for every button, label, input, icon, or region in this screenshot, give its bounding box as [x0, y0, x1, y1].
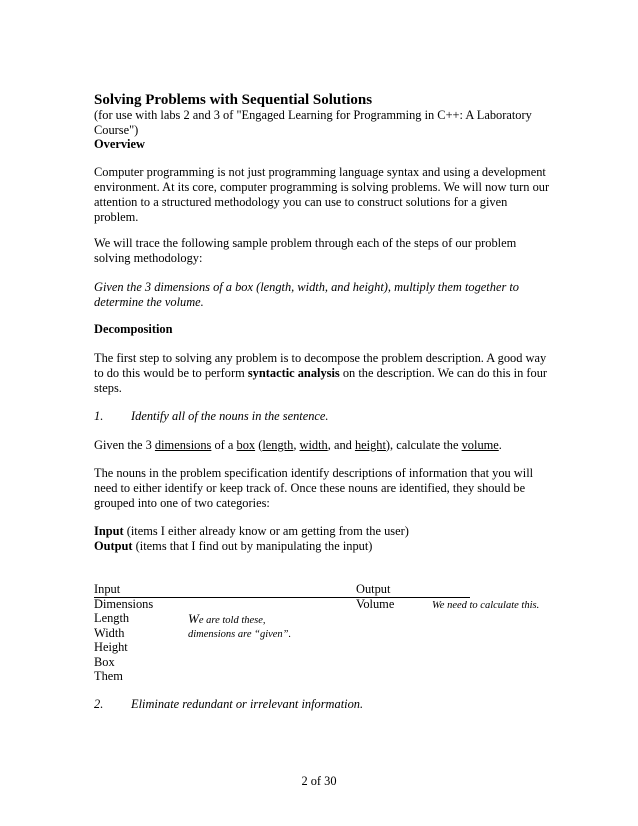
io-table-header [94, 582, 470, 598]
sentence-text: Given the 3 [94, 438, 155, 452]
noun-dimensions: dimensions [154, 438, 212, 452]
output-label: Output [94, 539, 133, 553]
overview-heading: Overview [94, 137, 145, 151]
nouns-paragraph: The nouns in the problem specification identify descriptions of information that you will need to either identify or keep track of. Once these nouns are identified, they should be grouped into one of two categories: [94, 466, 534, 510]
step-1-text: Identify all of the nouns in the sentence. [131, 409, 329, 423]
noun-height: height [354, 438, 386, 452]
input-list [94, 597, 184, 683]
input-column-header: Input [94, 582, 121, 596]
sentence-text: ( [255, 438, 263, 452]
sentence-text: . [498, 438, 502, 452]
output-definition [94, 539, 554, 554]
input-item: Length [94, 611, 130, 626]
calculate-note: We need to calculate this. [432, 600, 540, 611]
input-label: Input [94, 524, 124, 538]
input-item: Width [94, 625, 125, 640]
sample-problem: Given the 3 dimensions of a box (length, width, and height), multiply them together to determine the volume. [94, 280, 520, 309]
step-1-number: 1. [94, 409, 104, 423]
subtitle: (for use with labs 2 and 3 of "Engaged Learning for Programming in C++: A Laboratory Course") [94, 108, 532, 137]
io-definitions [94, 524, 554, 554]
given-note-text: e are told these, [198, 615, 266, 626]
input-definition [94, 524, 554, 539]
page-number: 2 of 30 [301, 774, 337, 788]
decomposition-text-1: The first step to solving any problem is to decompose the problem description. A good way to do this would be to perform [94, 351, 547, 380]
input-item: Box [94, 654, 115, 669]
sentence-text: ), calculate the [385, 438, 462, 452]
given-note-initial: W [188, 611, 199, 626]
syntactic-analysis-term: syntactic analysis [247, 366, 340, 380]
output-item: Volume [356, 597, 395, 611]
noun-volume: volume [461, 438, 499, 452]
step-2-text: Eliminate redundant or irrelevant information. [131, 697, 364, 711]
decomposition-text-2: on the description. We can do this in four steps. [94, 366, 548, 395]
given-note-line-2: dimensions are “given”. [188, 629, 292, 641]
given-note [188, 612, 348, 643]
decomposition-paragraph [94, 351, 554, 396]
step-1 [94, 409, 554, 424]
noun-box: box [236, 438, 256, 452]
step-2 [94, 697, 554, 712]
given-note-line-1 [188, 612, 348, 628]
output-column-header: Output [356, 582, 391, 596]
intro-paragraph: Computer programming is not just programming language syntax and using a development environment. At its core, computer programming is solving problems. We will now turn our attention to a structured methodology you can use to construct solutions for a given problem. [94, 165, 550, 224]
sentence-text: , [293, 438, 300, 452]
sentence-text: of a [211, 438, 237, 452]
step-2-number: 2. [94, 697, 104, 711]
input-description: (items I either already know or am getting from the user) [123, 524, 409, 538]
nouns-sentence [94, 438, 554, 453]
input-item: Height [94, 640, 128, 655]
input-item: Them [94, 668, 123, 683]
output-description: (items that I find out by manipulating the input) [132, 539, 373, 553]
decomposition-heading: Decomposition [94, 322, 173, 336]
sentence-text: , and [327, 438, 355, 452]
noun-length: length [262, 438, 294, 452]
page-title: Solving Problems with Sequential Solutions [94, 92, 373, 108]
trace-paragraph: We will trace the following sample problem through each of the steps of our problem solving methodology: [94, 236, 517, 265]
noun-width: width [299, 438, 328, 452]
input-item: Dimensions [94, 597, 154, 611]
